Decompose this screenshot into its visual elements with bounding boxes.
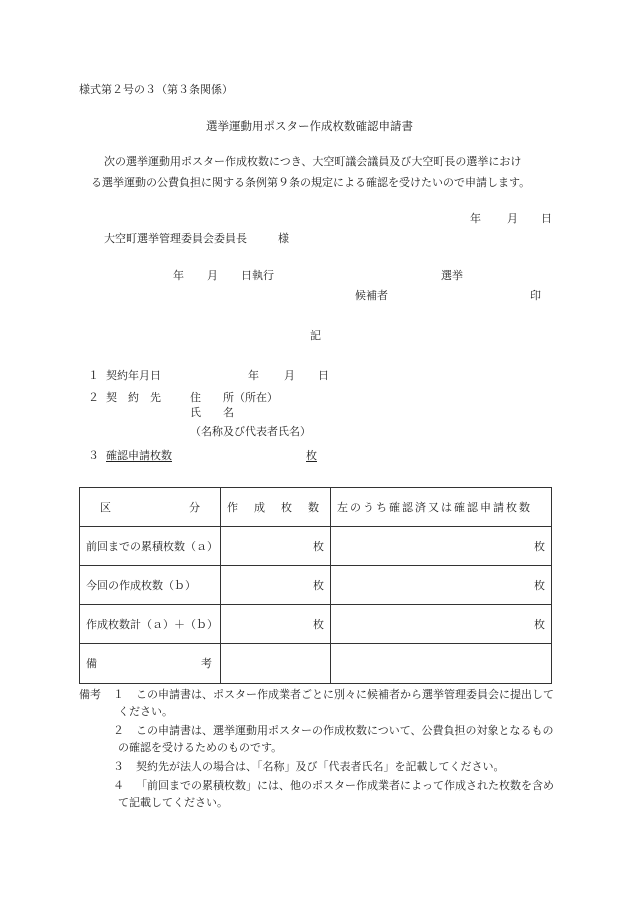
seal-mark: 印 <box>530 289 541 302</box>
item2-number: ２ <box>88 391 99 404</box>
item1-day: 日 <box>318 369 329 382</box>
remarks-label-a: 備 <box>86 657 97 670</box>
row-label: 今回の作成枚数（ｂ） <box>80 566 221 605</box>
date-month: 月 <box>507 212 518 225</box>
note-3-number: ３ <box>113 760 124 773</box>
header-category-b: 分 <box>189 500 200 514</box>
item3-label: 確認申請枚数 <box>106 449 172 462</box>
item1-label: 契約年月日 <box>106 369 161 382</box>
note-1-number: １ <box>113 688 124 701</box>
form-reference: 様式第２号の３（第３条関係） <box>79 83 233 96</box>
remarks-row <box>80 644 552 684</box>
row-col3-unit: 枚 <box>331 527 552 566</box>
note-2-number: ２ <box>113 724 124 737</box>
honorific: 様 <box>278 232 289 245</box>
item1-number: １ <box>88 369 99 382</box>
item3-number: ３ <box>88 449 99 462</box>
intro-line-1: 次の選挙運動用ポスター作成枚数につき、大空町議会議員及び大空町長の選挙におけ <box>104 155 522 168</box>
candidate-label: 候補者 <box>355 289 388 302</box>
header-confirmed-count <box>331 488 552 527</box>
row-col2-unit: 枚 <box>221 605 331 644</box>
item1-year: 年 <box>248 369 259 382</box>
row-col3-unit: 枚 <box>331 566 552 605</box>
header-confirmed-count-text: 左のうち確認済又は確認申請枚数 <box>337 500 532 514</box>
election-label: 選挙 <box>441 269 463 282</box>
header-created-count <box>221 488 335 527</box>
date-year: 年 <box>470 212 481 225</box>
header-category <box>80 488 221 527</box>
item2-address: 住 所（所在） <box>190 391 278 404</box>
remarks-cell <box>221 644 331 684</box>
item3-unit: 枚 <box>306 449 317 462</box>
note-4-number: ４ <box>113 779 124 792</box>
row-label: 作成枚数計（ａ）＋（ｂ） <box>80 605 221 644</box>
header-created-count-text: 作成枚数 <box>227 500 335 514</box>
table-row <box>80 527 552 566</box>
note-2-text: この申請書は、選挙運動用ポスターの作成枚数について、公費負担の対象となるものの確認を受けるためのものです。 <box>118 724 554 754</box>
date-day: 日 <box>541 212 552 225</box>
row-label: 前回までの累積枚数（ａ） <box>80 527 221 566</box>
note-1-text: この申請書は、ポスター作成業者ごとに別々に候補者から選挙管理委員会に提出してください。 <box>118 688 554 718</box>
table-header-row <box>80 488 552 527</box>
remarks-label-b: 考 <box>201 657 212 670</box>
item2-name-note: （名称及び代表者氏名） <box>190 425 311 438</box>
election-year: 年 <box>173 269 184 282</box>
note-3-text: 契約先が法人の場合は、「名称」及び「代表者氏名」を記載してください。 <box>136 760 505 773</box>
intro-line-2: る選挙運動の公費負担に関する条例第９条の規定による確認を受けたいので申請します。 <box>91 176 531 189</box>
form-title: 選挙運動用ポスター作成枚数確認申請書 <box>206 119 413 133</box>
note-4-text: 「前回までの累積枚数」には、他のポスター作成業者によって作成された枚数を含めて記載してください。 <box>118 779 554 809</box>
election-day-held: 日執行 <box>241 269 274 282</box>
row-col3-unit: 枚 <box>331 605 552 644</box>
item1-month: 月 <box>284 369 295 382</box>
item2-label: 契 約 先 <box>106 391 161 404</box>
notes-heading: 備考 <box>79 688 101 701</box>
remarks-label <box>80 644 221 684</box>
table-row <box>80 605 552 644</box>
remarks-cell <box>331 644 552 684</box>
row-col2-unit: 枚 <box>221 527 331 566</box>
ki-heading: 記 <box>310 329 321 342</box>
count-table <box>79 487 552 684</box>
election-month: 月 <box>207 269 218 282</box>
addressee: 大空町選挙管理委員会委員長 <box>104 232 247 245</box>
header-category-a: 区 <box>100 500 111 514</box>
table-row <box>80 566 552 605</box>
row-col2-unit: 枚 <box>221 566 331 605</box>
item2-name: 氏 名 <box>190 406 234 419</box>
